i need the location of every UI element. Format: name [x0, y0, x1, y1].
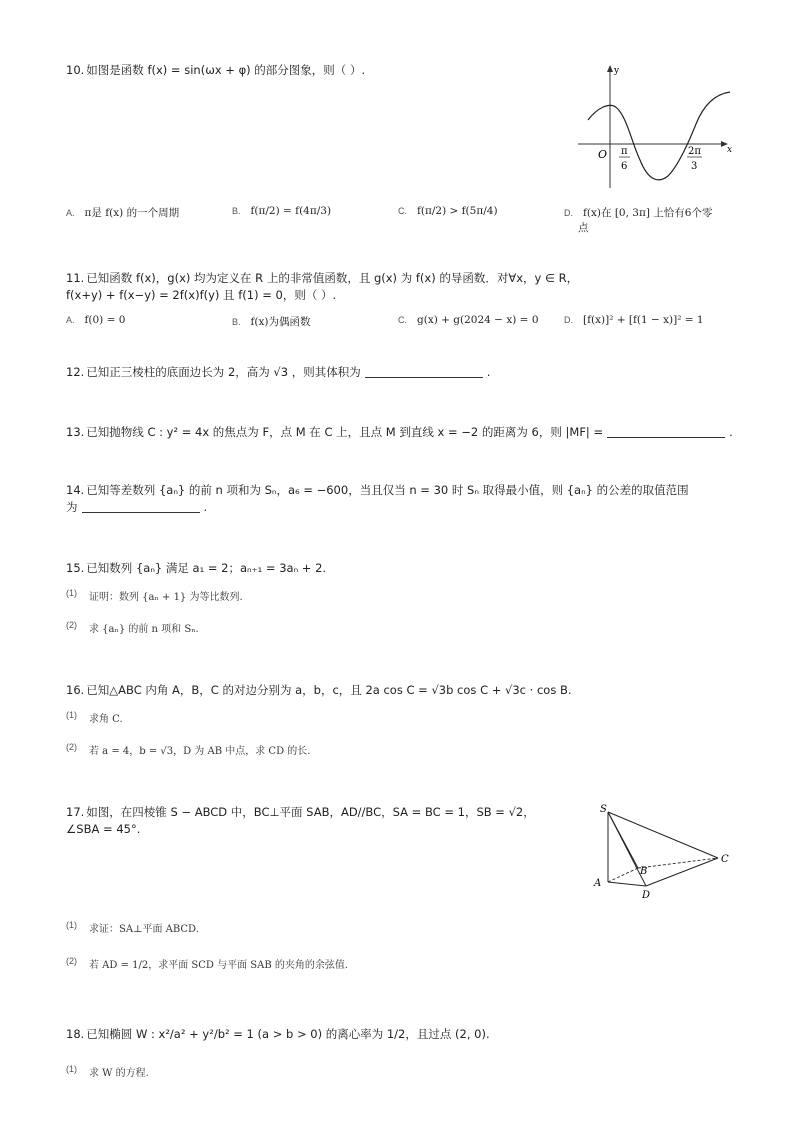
question-11-stem [66, 270, 578, 288]
option-text: [f(x)]² + [f(1 − x)]² = 1 [583, 314, 704, 326]
part-text: 求 {aₙ} 的前 n 项和 Sₙ. [89, 624, 199, 635]
option-label: A. [66, 208, 75, 218]
q10-option-a [66, 205, 179, 220]
question-14-stem-2 [66, 499, 207, 517]
period: . [203, 500, 208, 514]
question-text: f(x+y) + f(x−y) = 2f(x)f(y) 且 f(1) = 0，则（ ）. [66, 288, 337, 302]
part-index: (2) [66, 742, 77, 752]
answer-blank[interactable] [365, 366, 483, 378]
question-number: 16. [66, 683, 85, 697]
tick-pi-6-bottom: 6 [621, 161, 628, 172]
q10-option-c [398, 205, 498, 217]
sine-graph [574, 62, 734, 192]
part-text: 求证：SA⊥平面 ABCD. [89, 924, 199, 935]
q11-option-b [232, 314, 311, 329]
part-index: (1) [66, 588, 77, 598]
part-text: 证明：数列 {aₙ + 1} 为等比数列. [89, 592, 243, 603]
q10-option-b [232, 205, 331, 217]
tick-2pi-3-top: 2π [688, 146, 701, 157]
question-number: 14. [66, 483, 85, 497]
part-index: (2) [66, 620, 77, 630]
question-text: ∠SBA = 45°. [66, 822, 141, 836]
question-number: 18. [66, 1027, 85, 1041]
q18-part-1 [66, 1064, 149, 1079]
question-text: 如图是函数 f(x) = sin(ωx + φ) 的部分图象，则（ ）. [86, 63, 366, 77]
period: . [486, 365, 491, 379]
y-axis-label: y [614, 66, 620, 76]
question-number: 17. [66, 805, 85, 819]
label-d: D [642, 890, 651, 901]
question-text: 为 [66, 500, 78, 514]
option-label: D. [564, 208, 573, 218]
edge-dc [646, 858, 718, 886]
q17-part-1 [66, 920, 199, 935]
sine-curve [588, 92, 733, 180]
label-c: C [721, 854, 729, 865]
option-label: C. [398, 315, 407, 325]
question-18-stem [66, 1026, 490, 1044]
q11-option-d [564, 314, 704, 326]
question-number: 15. [66, 561, 85, 575]
pyramid-figure [588, 800, 738, 902]
tick-2pi-3-bottom: 3 [691, 161, 698, 172]
question-number: 11. [66, 271, 85, 285]
option-label: D. [564, 315, 573, 325]
option-label: B. [232, 317, 241, 327]
part-text: 求 W 的方程. [89, 1068, 149, 1079]
label-a: A [594, 878, 602, 889]
question-number: 12. [66, 365, 85, 379]
question-text: 已知函数 f(x)，g(x) 均为定义在 R 上的非常值函数，且 g(x) 为 f(x) 的导函数．对∀x，y ∈ R， [86, 271, 579, 285]
option-text: f(π/2) = f(4π/3) [250, 205, 332, 217]
part-text: 求角 C. [89, 714, 123, 725]
q11-option-a [66, 314, 125, 326]
question-12-stem [66, 364, 490, 382]
y-axis-arrow [607, 65, 613, 72]
option-text: f(x)为偶函数 [250, 316, 311, 328]
question-text: 如图，在四棱锥 S − ABCD 中，BC⊥平面 SAB，AD//BC，SA = BC = 1，SB = √2， [86, 805, 535, 819]
q15-part-2 [66, 620, 199, 635]
edge-ad [608, 882, 646, 886]
part-index: (2) [66, 956, 77, 966]
q15-part-1 [66, 588, 243, 603]
option-label: C. [398, 206, 407, 216]
tick-pi-6-top: π [621, 146, 628, 157]
question-number: 13. [66, 425, 85, 439]
question-13-stem [66, 424, 733, 442]
part-index: (1) [66, 710, 77, 720]
x-axis-label: x [727, 145, 733, 155]
question-10-stem [66, 62, 365, 80]
question-16-stem [66, 682, 572, 700]
question-text: 已知正三棱柱的底面边长为 2，高为 √3 ，则其体积为 [86, 365, 361, 379]
label-s: S [600, 804, 607, 815]
question-17-stem [66, 804, 535, 822]
q10-option-d-cont [578, 220, 589, 235]
answer-blank[interactable] [607, 426, 725, 438]
question-number: 10. [66, 63, 85, 77]
q17-part-2 [66, 956, 348, 971]
option-text: f(x)在 [0, 3π] 上恰有6个零 [583, 207, 713, 219]
answer-blank[interactable] [82, 501, 200, 513]
question-text: 已知椭圆 W : x²/a² + y²/b² = 1 (a > b > 0) 的离心率为 1/2，且过点 (2, 0). [86, 1027, 490, 1041]
edge-ab-hidden [608, 868, 638, 882]
edge-sc [608, 812, 718, 858]
part-index: (1) [66, 920, 77, 930]
option-text: π是 f(x) 的一个周期 [84, 207, 180, 219]
period: . [729, 425, 733, 439]
question-17-stem-2 [66, 821, 140, 839]
question-11-stem-2 [66, 287, 336, 305]
option-text: f(π/2) > f(5π/4) [417, 205, 498, 217]
option-text: f(0) = 0 [84, 314, 126, 326]
question-15-stem [66, 560, 326, 578]
question-text: 已知数列 {aₙ} 满足 a₁ = 2；aₙ₊₁ = 3aₙ + 2. [86, 561, 327, 575]
question-14-stem [66, 482, 689, 500]
option-text: 点 [578, 222, 589, 234]
question-text: 已知抛物线 C : y² = 4x 的焦点为 F，点 M 在 C 上，且点 M 到直线 x = −2 的距离为 6，则 |MF| = [86, 425, 604, 439]
q10-option-d [564, 205, 713, 220]
option-text: g(x) + g(2024 − x) = 0 [417, 314, 539, 326]
label-b: B [640, 866, 648, 877]
option-label: A. [66, 315, 75, 325]
origin-label: O [598, 148, 608, 161]
part-index: (1) [66, 1064, 77, 1074]
q11-option-c [398, 314, 539, 326]
part-text: 若 AD = 1/2，求平面 SCD 与平面 SAB 的夹角的余弦值. [89, 960, 349, 971]
question-text: 已知△ABC 内角 A，B，C 的对边分别为 a，b，c，且 2a cos C = √3b cos C + √3c · cos B. [86, 683, 572, 697]
part-text: 若 a = 4，b = √3，D 为 AB 中点，求 CD 的长. [89, 746, 311, 757]
option-label: B. [232, 206, 241, 216]
question-text: 已知等差数列 {aₙ} 的前 n 项和为 Sₙ，a₆ = −600，当且仅当 n = 30 时 Sₙ 取得最小值，则 {aₙ} 的公差的取值范围 [86, 483, 689, 497]
q16-part-2 [66, 742, 310, 757]
q16-part-1 [66, 710, 123, 725]
